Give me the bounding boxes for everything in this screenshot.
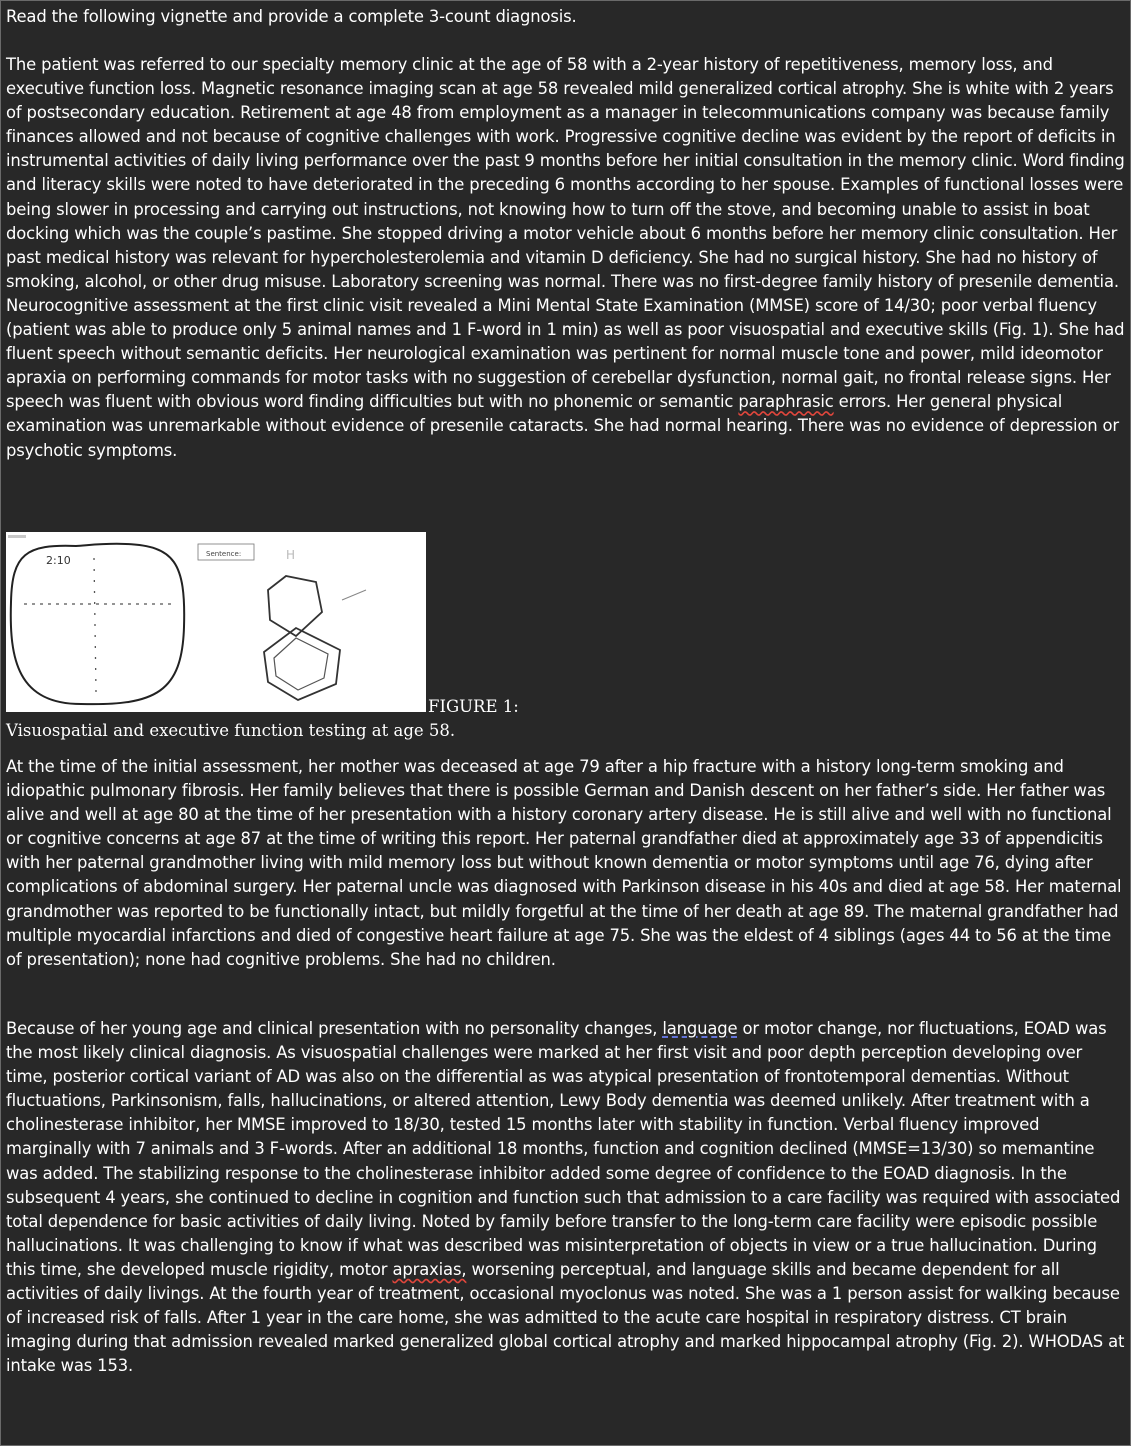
- sentence-box-label: Sentence:: [206, 550, 242, 558]
- figure-1-image: [6, 532, 426, 712]
- vignette-paragraph-1: [6, 53, 1126, 463]
- spellcheck-flagged-word-2[interactable]: apraxias,: [392, 1259, 467, 1279]
- instruction-text: Read the following vignette and provide a complete 3-count diagnosis.: [6, 7, 577, 26]
- svg-text:2:10: 2:10: [46, 554, 71, 567]
- figure-label: FIGURE 1:: [428, 697, 519, 716]
- paragraph-1-text: The patient was referred to our specialty memory clinic at the age of 58 with a 2-year history of repetitiveness, memory loss, and executive function loss. Magnetic resonance imaging scan at age 58 revealed mild generalized cortical atrophy. She is white with 2 years of postsecondary education. Retirement at age 48 from employment as a manager in telecommunications company was because family finances allowed and not because of cognitive challenges with work. Progressive cognitive decline was evident by the report of deficits in instrumental activities of daily living performance over the past 9 months before her initial consultation in the memory clinic. Word finding and literacy skills were noted to have deteriorated in the preceding 6 months according to her spouse. Examples of functional losses were being slower in processing and carrying out instructions, not knowing how to turn off the stove, and becoming unable to assist in boat docking which was the couple’s pastime. She stopped driving a motor vehicle about 6 months before her memory clinic consultation. Her past medical history was relevant for hypercholesterolemia and vitamin D deficiency. She had no surgical history. She had no history of smoking, alcohol, or other drug misuse. Laboratory screening was normal. There was no first-degree family history of presenile dementia. Neurocognitive assessment at the first clinic visit revealed a Mini Mental State Examination (MMSE) score of 14/30; poor verbal fluency (patient was able to produce only 5 animal names and 1 F-word in 1 min) as well as poor visuospatial and executive skills (Fig. 1). She had fluent speech without semantic deficits. Her neurological examination was pertinent for normal muscle tone and power, mild ideomotor apraxia on performing commands for motor tasks with no suggestion of cerebellar dysfunction, normal gait, no frontal release signs. Her speech was fluent with obvious word finding difficulties but with no phonemic or semantic: [6, 55, 1125, 412]
- clock-and-pentagon-drawing: [6, 532, 426, 712]
- paragraph-3-mid: or motor change, nor fluctuations, EOAD was the most likely clinical diagnosis. As visuospatial challenges were marked at her first visit and poor depth perception developing over time, posterior cortical variant of AD was also on the differential as was atypical presentation of frontotemporal dementias. Without fluctuations, Parkinsonism, falls, hallucinations, or altered attention, Lewy Body dementia was deemed unlikely. After treatment with a cholinesterase inhibitor, her MMSE improved to 18/30, tested 15 months later with stability in function. Verbal fluency improved marginally with 7 animals and 3 F-words. After an additional 18 months, function and cognition declined (MMSE=13/30) so memantine was added. The stabilizing response to the cholinesterase inhibitor added some degree of confidence to the EOAD diagnosis. In the subsequent 4 years, she continued to decline in cognition and function such that admission to a care facility was required with associated total dependence for basic activities of daily living. Noted by family before transfer to the long-term care facility were episodic possible hallucinations. It was challenging to know if what was described was misinterpretation of objects in view or a true hallucination. During this time, she developed muscle rigidity, motor: [6, 1019, 1121, 1279]
- vignette-paragraph-3: [6, 1017, 1126, 1378]
- figure-caption: Visuospatial and executive function testing at age 58.: [6, 721, 456, 740]
- vignette-paragraph-2: At the time of the initial assessment, her mother was deceased at age 79 after a hip fracture with a history long-term smoking and idiopathic pulmonary fibrosis. Her family believes that there is possible German and Danish descent on her father’s side. Her father was alive and well at age 80 at the time of her presentation with a history coronary artery disease. He is still alive and well with no functional or cognitive concerns at age 87 at the time of writing this report. Her paternal grandfather died at approximately age 33 of appendicitis with her paternal grandmother living with mild memory loss but without known dementia or motor symptoms until age 76, dying after complications of abdominal surgery. Her paternal uncle was diagnosed with Parkinson disease in his 40s and died at age 58. Her maternal grandmother was reported to be functionally intact, but mildly forgetful at the time of her death at age 89. The maternal grandfather had multiple myocardial infarctions and died of congestive heart failure at age 75. She was the eldest of 4 siblings (ages 44 to 56 at the time of presentation); none had cognitive problems. She had no children.: [6, 757, 1122, 969]
- paragraph-1-tail: errors. Her general physical examination was unremarkable without evidence of presenile cataracts. She had normal hearing. There was no evidence of depression or psychotic symptoms.: [6, 392, 1120, 460]
- grammar-flagged-word[interactable]: language: [662, 1019, 738, 1038]
- paragraph-3-head: Because of her young age and clinical presentation with no personality changes,: [6, 1019, 663, 1038]
- paragraph-3-tail: worsening perceptual, and language skills and became dependent for all activities of daily livings. At the fourth year of treatment, occasional myoclonus was noted. She was a 1 person assist for walking because of increased risk of falls. After 1 year in the care home, she was admitted to the acute care hospital in respiratory distress. CT brain imaging during that admission revealed marked generalized global cortical atrophy and marked hippocampal atrophy (Fig. 2). WHODAS at intake was 153.: [6, 1259, 1125, 1376]
- spellcheck-flagged-word[interactable]: paraphrasic: [738, 392, 834, 412]
- svg-text:H: H: [286, 548, 296, 562]
